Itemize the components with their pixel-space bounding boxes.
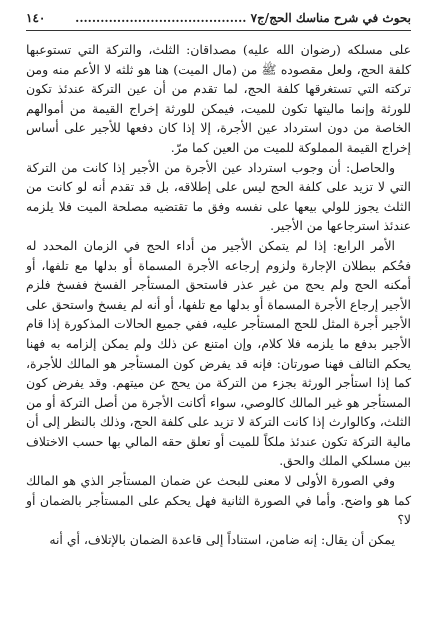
running-title: بحوث في شرح مناسك الحج/ج٧ .........................................: [75, 11, 411, 25]
page-number: ١٤٠: [26, 11, 46, 25]
page-body: [26, 40, 411, 549]
paragraph: والحاصل: أن وجوب استرداد عين الأجرة من الأجير إذا كانت من التركة التي لا تزيد على كلفة الحج ليس على إطلاقه، بل قد تقدم أنه لو كانت من الثلث يجوز للولي بيعها على نفسه وفق ما تقتضيه مصلحة الميت فلا يلزمه عندئذ استرجاعها من الأجير.: [26, 159, 411, 234]
paragraph: الأمر الرابع: إذا لم يتمكن الأجير من أداء الحج في الزمان المحدد له فحُكم ببطلان الإجارة ولزوم إرجاعه الأجرة المسماة أو بدلها مع تلفها، أو أمكنه الحج ولم يحج من غير عذر فاستحق المستأجر الفسخ ففسخ فلزم الأجير إرجاع الأجرة المسماة أو بدلها مع تلفها، أو أنه لم يفسخ واستحق على الأجير أجرة المثل للحج المستأجر عليه، ففي جميع الحالات المذكورة إذا قام الأجير بدفع ما يلزمه فلا كلام، وإن امتنع عن ذلك ولم يمكن إلزامه به فهنا يحكم التالف فهنا صورتان: فإنه قد يفرض كون المستأجر هو المالك للأجرة، كما إذا استأجر الورثة بجزء من التركة من يحج عن ميتهم. وقد يفرض كون المستأجر هو غير المالك كالوصي، سواء أكانت الأجرة من أصل التركة أو من الثلث، وكالوارث إذا كانت التركة لا تزيد على كلفة الحج، وذلك بالنظر إلى أن مالية التركة تكون عندئذ ملكاً للميت أو تعلق حقه المالي بها حسب الاختلاف بين مسلكي الملك والحق.: [26, 237, 411, 469]
page-header: [26, 8, 411, 31]
paragraph: يمكن أن يقال: إنه ضامن، استناداً إلى قاعدة الضمان بالإتلاف، أي أنه: [49, 531, 395, 547]
paragraph: على مسلكه (رضوان الله عليه) مصداقان: الثلث، والتركة التي تستوعبها كلفة الحج، ولعل مقصوده ﷺ من (مال الميت) هنا هو ثلثه لا الأعم منه ومن تركته التي تستغرقها كلفة الحج، لما تقدم من أن عين التركة عندئذ تكون للورثة وإنما ماليتها تكون للميت، فيمكن للورثة إخراج القيمة من أموالهم الخاصة من دون استرداد عين الأجرة، إلا إذا كان دفعها للأجير على أساس إخراج القيمة المملوكة للميت من العين كما مرّ.: [26, 42, 411, 155]
document-page: [26, 8, 411, 628]
paragraph: وفي الصورة الأولى لا معنى للبحث عن ضمان المستأجر الذي هو المالك كما هو واضح. وأما في الصورة الثانية فهل يحكم على المستأجر بالضمان أو لا؟: [26, 473, 411, 528]
